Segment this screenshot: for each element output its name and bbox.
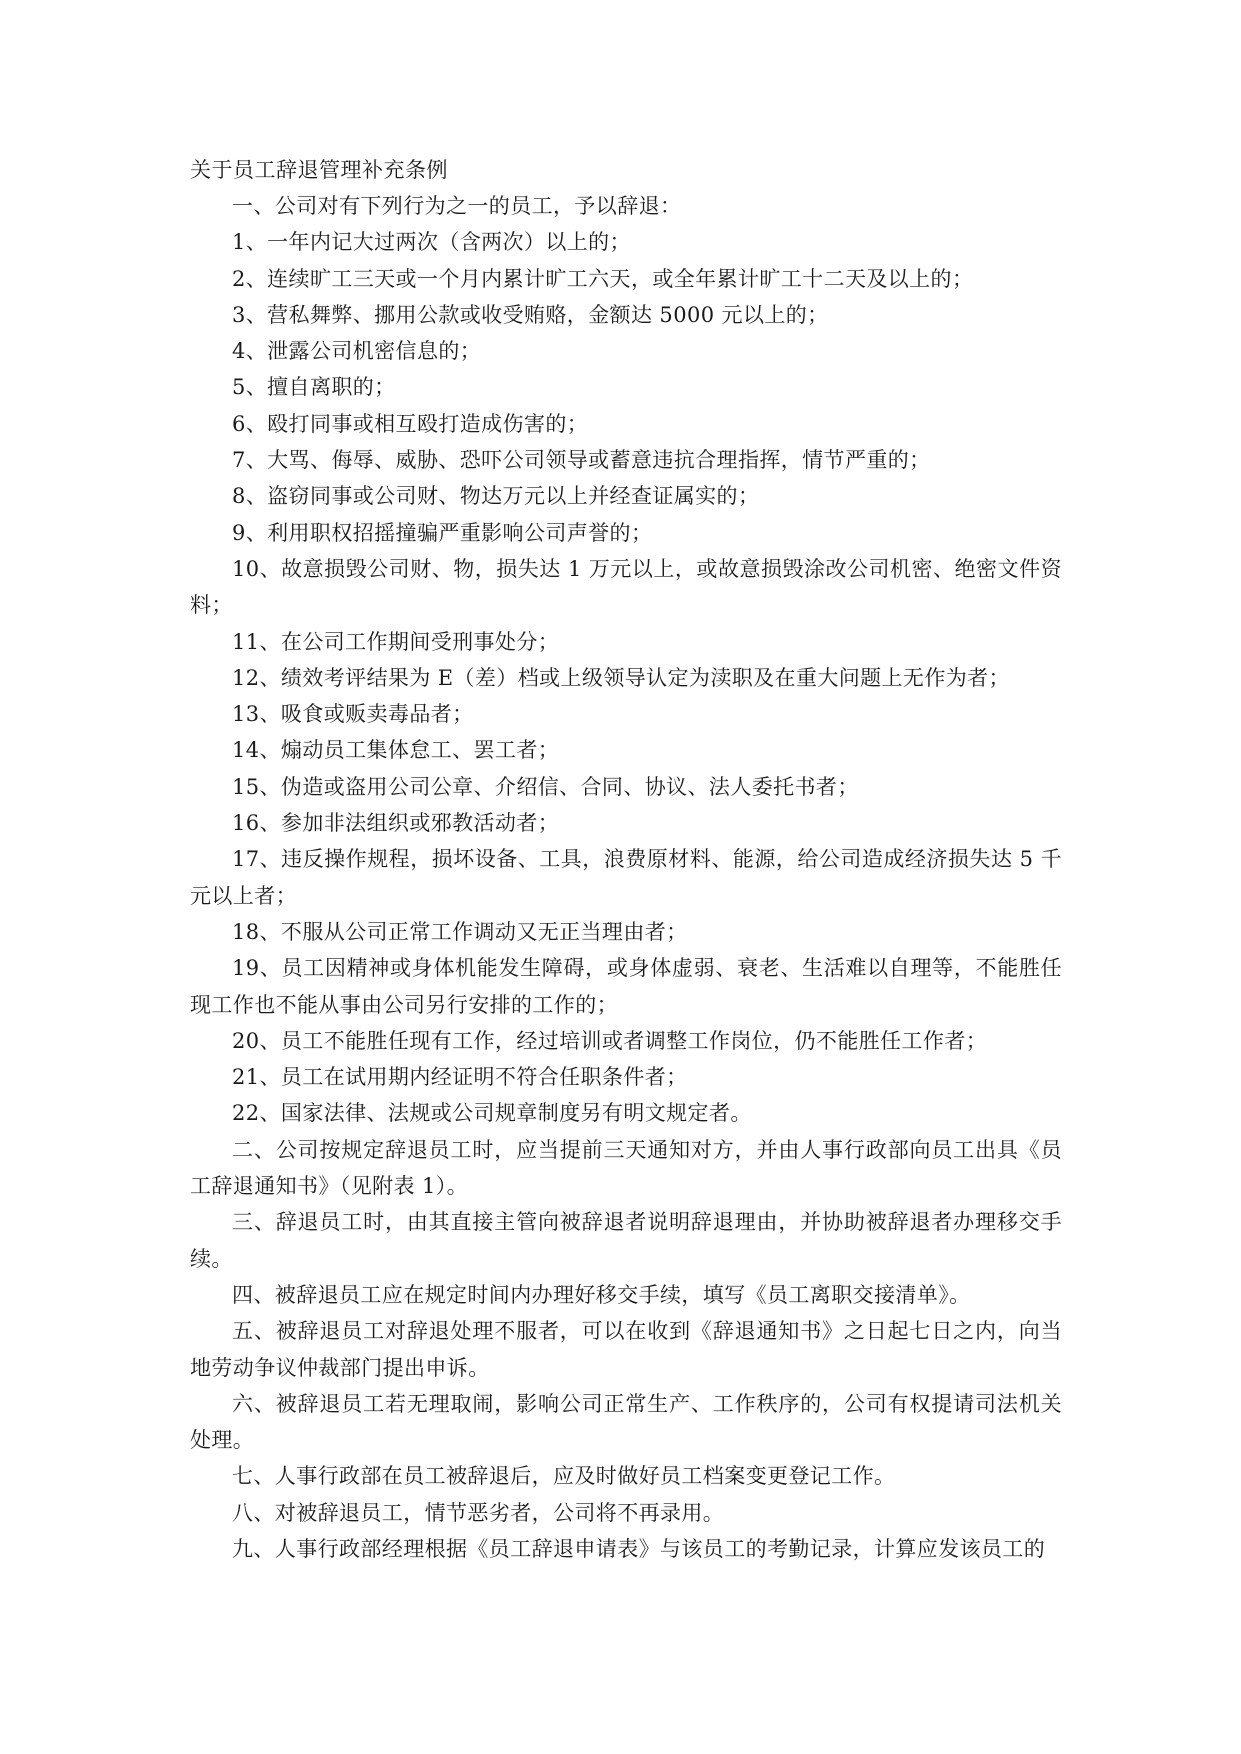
paragraph: 12、绩效考评结果为 E（差）档或上级领导认定为渎职及在重大问题上无作为者； <box>232 665 1010 690</box>
paragraph: 六、被辞退员工若无理取闹，影响公司正常生产、工作秩序的，公司有权提请司法机关处理。 <box>190 1391 1062 1453</box>
paragraph: 3、营私舞弊、挪用公款或收受贿赂，金额达 5000 元以上的； <box>232 302 829 327</box>
paragraph: 10、故意损毁公司财、物，损失达 1 万元以上，或故意损毁涂改公司机密、绝密文件资料； <box>190 556 1062 618</box>
paragraph: 2、连续旷工三天或一个月内累计旷工六天，或全年累计旷工十二天及以上的； <box>232 266 974 291</box>
paragraph: 9、利用职权招摇撞骗严重影响公司声誉的； <box>232 520 653 545</box>
paragraph: 7、大骂、侮辱、威胁、恐吓公司领导或蓄意违抗合理指挥，情节严重的； <box>232 448 931 473</box>
paragraph: 8、盗窃同事或公司财、物达万元以上并经查证属实的； <box>232 484 760 509</box>
paragraph: 1、一年内记大过两次（含两次）以上的； <box>232 230 631 255</box>
paragraph: 三、辞退员工时，由其直接主管向被辞退者说明辞退理由，并协助被辞退者办理移交手续。 <box>190 1210 1062 1271</box>
paragraph: 八、对被辞退员工，情节恶劣者，公司将不再录用。 <box>232 1500 725 1525</box>
paragraph: 七、人事行政部在员工被辞退后，应及时做好员工档案变更登记工作。 <box>232 1464 896 1489</box>
paragraph: 16、参加非法组织或邪教活动者； <box>232 811 560 836</box>
paragraph: 15、伪造或盗用公司公章、介绍信、合同、协议、法人委托书者； <box>232 774 859 799</box>
paragraph: 五、被辞退员工对辞退处理不服者，可以在收到《辞退通知书》之日起七日之内，向当地劳动争议仲裁部门提出申诉。 <box>190 1319 1062 1380</box>
document-page <box>190 152 1062 1567</box>
paragraph: 5、擅自离职的； <box>232 375 396 400</box>
paragraph: 19、员工因精神或身体机能发生障碍，或身体虚弱、衰老、生活难以自理等，不能胜任现工作也不能从事由公司另行安排的工作的； <box>190 956 1062 1017</box>
paragraph: 18、不服从公司正常工作调动又无正当理由者； <box>232 919 688 944</box>
document-body <box>190 188 1062 1567</box>
paragraph: 13、吸食或贩卖毒品者； <box>232 702 474 727</box>
paragraph: 九、人事行政部经理根据《员工辞退申请表》与该员工的考勤记录，计算应发该员工的 <box>232 1536 1046 1561</box>
paragraph: 一、公司对有下列行为之一的员工，予以辞退： <box>232 194 682 218</box>
paragraph: 21、员工在试用期内经证明不符合任职条件者； <box>232 1065 688 1090</box>
paragraph: 4、泄露公司机密信息的； <box>232 339 482 364</box>
paragraph: 22、国家法律、法规或公司规章制度另有明文规定者。 <box>232 1101 752 1126</box>
paragraph: 二、公司按规定辞退员工时，应当提前三天通知对方，并由人事行政部向员工出具《员工辞退通知书》（见附表 1）。 <box>190 1137 1062 1199</box>
document-title: 关于员工辞退管理补充条例 <box>190 158 448 182</box>
paragraph: 20、员工不能胜任现有工作，经过培训或者调整工作岗位，仍不能胜任工作者； <box>232 1028 988 1053</box>
paragraph: 6、殴打同事或相互殴打造成伤害的； <box>232 411 589 436</box>
paragraph: 11、在公司工作期间受刑事处分； <box>232 629 560 654</box>
paragraph: 14、煽动员工集体怠工、罢工者； <box>232 738 560 763</box>
paragraph: 17、违反操作规程，损坏设备、工具，浪费原材料、能源，给公司造成经济损失达 5 千元以上者； <box>190 847 1062 908</box>
paragraph: 四、被辞退员工应在规定时间内办理好移交手续，填写《员工离职交接清单》。 <box>232 1282 971 1307</box>
